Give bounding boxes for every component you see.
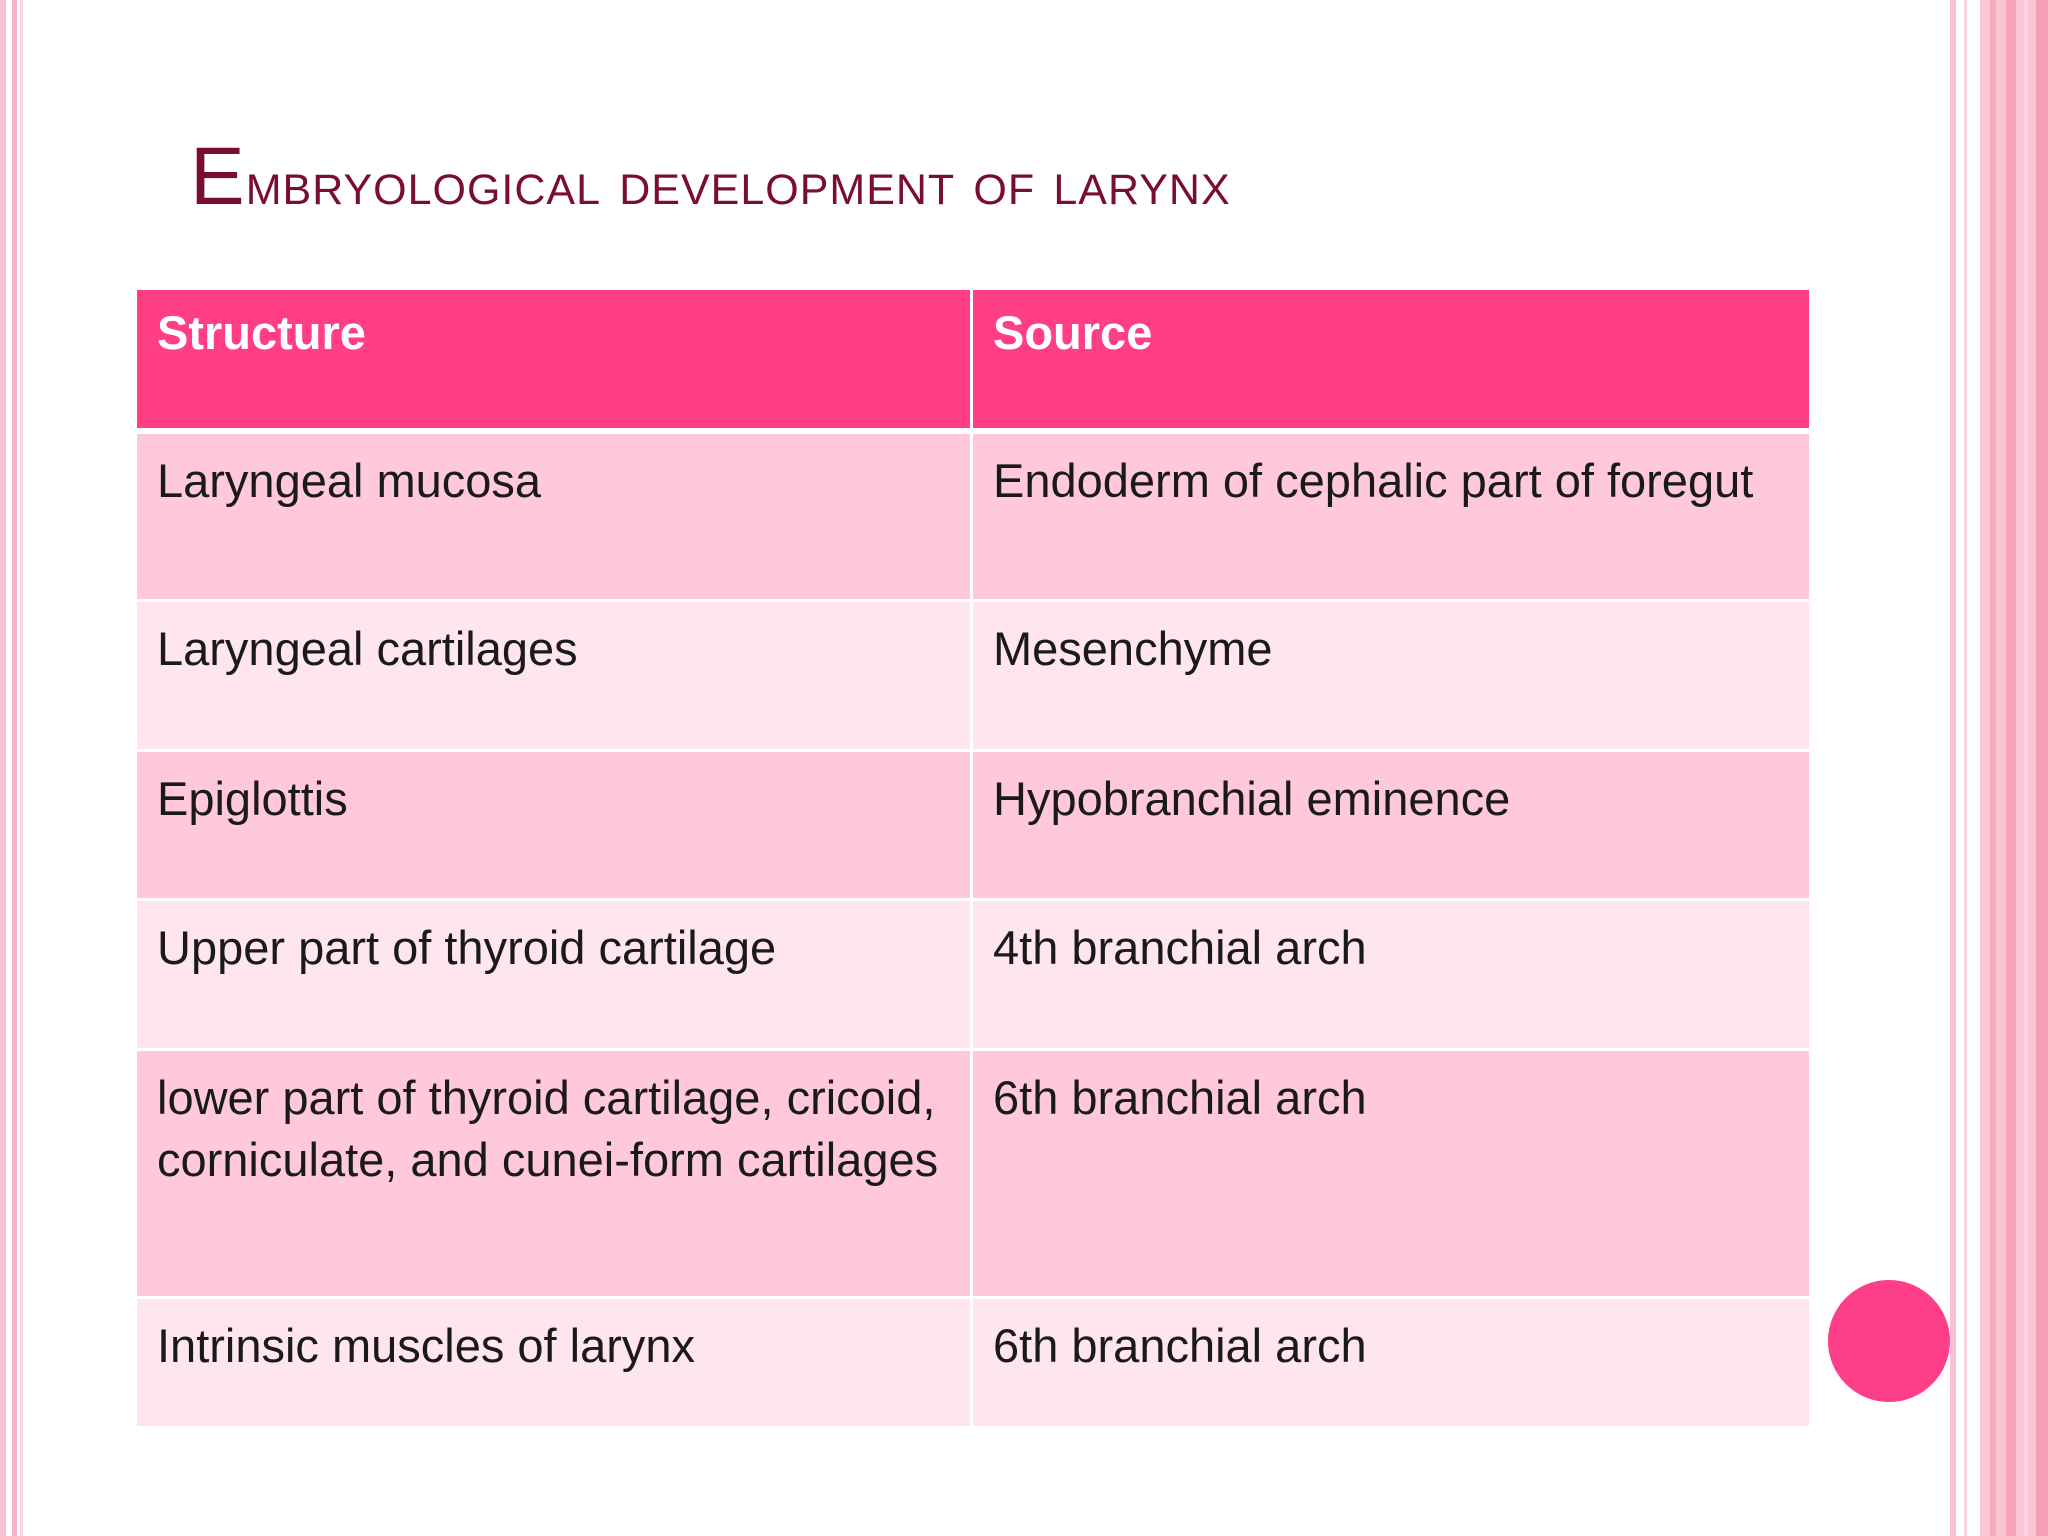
left-stripe-2: [12, 0, 17, 1536]
table-row: [137, 434, 1809, 602]
development-table: [137, 290, 1809, 1429]
left-border-decoration: [0, 0, 26, 1536]
header-structure: Structure: [137, 290, 973, 434]
source-cell: 6th branchial arch: [973, 1299, 1809, 1429]
structure-cell: Laryngeal mucosa: [137, 434, 973, 602]
source-cell: Endoderm of cephalic part of foregut: [973, 434, 1809, 602]
structure-cell: Intrinsic muscles of larynx: [137, 1299, 973, 1429]
right-stripe-5: [2024, 0, 2028, 1536]
right-stripe-1: [1950, 0, 1956, 1536]
right-stripe-6: [2036, 0, 2048, 1536]
source-cell: Hypobranchial eminence: [973, 752, 1809, 901]
right-stripe-3: [1990, 0, 1996, 1536]
right-stripe-2: [1964, 0, 1967, 1536]
structure-cell: Epiglottis: [137, 752, 973, 901]
left-stripe-3: [20, 0, 23, 1536]
table-row: [137, 752, 1809, 901]
table-row: [137, 1299, 1809, 1429]
table-row: [137, 901, 1809, 1051]
source-cell: 4th branchial arch: [973, 901, 1809, 1051]
slide-title: [190, 130, 1231, 224]
structure-cell: Upper part of thyroid cartilage: [137, 901, 973, 1051]
left-stripe-1: [0, 0, 6, 1536]
decorative-circle: [1828, 1280, 1950, 1402]
right-stripe-4: [2006, 0, 2016, 1536]
structure-cell: Laryngeal cartilages: [137, 602, 973, 752]
slide-title-rest: mbryological development of larynx: [245, 149, 1231, 218]
table-row: [137, 602, 1809, 752]
table-row: [137, 1051, 1809, 1299]
header-source: Source: [973, 290, 1809, 434]
structure-cell: lower part of thyroid cartilage, cricoid, corniculate, and cunei-form cartilages: [137, 1051, 973, 1299]
table-header-row: [137, 290, 1809, 434]
slide-title-initial: E: [190, 131, 246, 222]
source-cell: Mesenchyme: [973, 602, 1809, 752]
right-border-decoration: [1950, 0, 2048, 1536]
source-cell: 6th branchial arch: [973, 1051, 1809, 1299]
